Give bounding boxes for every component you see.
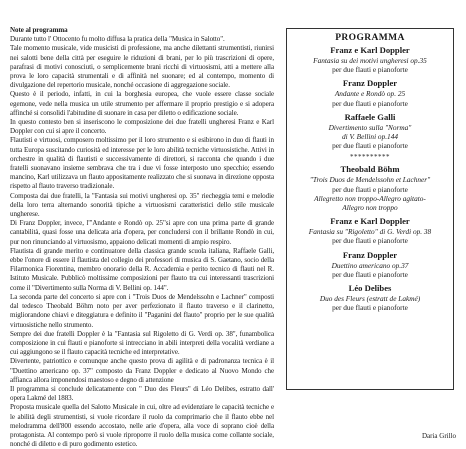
work-title: Duo des Fleurs (estratt de Lakmé): [319, 294, 421, 304]
work-title: "Trois Duos de Mendelssohn et Lachner": [309, 175, 431, 185]
composer-name: Franz e Karl Doppler: [330, 45, 410, 55]
composer-name: Léo Delibes: [348, 283, 392, 294]
notes-paragraph: Flautista di grande merito e continuatore della classica grande scuola italiana, Raffaele Galli, ebbe l'onore di essere il flautista del collegio dei professori di musica di S. Gaetano, socio della Filarmonica Fiorentina, membro onorario della R. Accademia e perito tecnico di flauti nel R. Istituto Musicale. Pubblicò moltissime composizioni per flauto tra cui interessanti trascrizioni come il "Divertimento sulla Norma di V. Bellini op. 144".: [10, 246, 274, 292]
program-notes: [10, 26, 274, 449]
notes-paragraph: Composta dai due fratelli, la "Fantasia sui motivi ungheresi op. 35" riecheggia temi e melodie della loro terra alternando sonorità tipiche a virtuosismi caratteristici dello stile musicale ungherese.: [10, 191, 274, 219]
instrumentation: per due flauti e pianoforte: [332, 303, 408, 313]
intermission-separator: **********: [350, 153, 390, 162]
work-title: Fantasia su "Rigoletto" di G. Verdi op. 38: [308, 227, 432, 237]
notes-paragraph: Sempre dei due fratelli Doppler è la "Fantasia sul Rigoletto di G. Verdi op. 38", funambolica composizione in cui flauti e pianoforte si intrecciano in abili interpreti della vocalità verdiane a cui aggiungono se il flauto capacità tecniche ed interpretative.: [10, 329, 274, 357]
composer-name: Theobald Böhm: [340, 164, 400, 175]
instrumentation: per due flauti e pianoforte: [332, 141, 408, 151]
notes-signature: Daria Grillo: [421, 432, 456, 440]
program-item: [287, 216, 453, 245]
composer-name: Franz e Karl Doppler: [330, 216, 410, 227]
program-item: [287, 164, 453, 212]
program-item: [287, 112, 453, 151]
notes-paragraph: Questo è il periodo, infatti, in cui la borghesia europea, che vuole essere classe sociale egemone, vede nella musica un utile strumento per affermare il proprio prestigio e si adopera affinché si consolidi l'abitudine di suonare in casa per diletto o edificazione sociale.: [10, 90, 274, 117]
instrumentation: per due flauti e pianoforte: [332, 184, 408, 194]
instrumentation: per due flauti e pianoforte: [332, 65, 408, 75]
instrumentation: per due flauti e pianoforte: [332, 269, 408, 279]
notes-paragraph: Tale momento musicale, vide musicisti di professione, ma anche dilettanti strumentisti, riunirsi nei salotti bene della città per eseguire le riduzioni di brani, per lo più trascrizioni di opere, parafrasi di motivi conosciuti, o semplicemente brani ricchi di virtuosismi, atti a mettere alla prova le loro capacità strumentali e di affinità nel suonare; ed al contempo, momento di divulgazione del repertorio musicale, nonché occasione di aggregazione sociale.: [10, 44, 274, 90]
notes-paragraph: Proposta musicale quella del Salotto Musicale in cui, oltre ad evidenziare le capacità tecniche e le abilità degli strumentisti, si vuole ricordare il ruolo da comprimario che il flauto ebbe nel melodramma dell'800 essendo accostato, nelle arie d'opera, alla voce di soprano cioè della protagonista. Al contempo però si vuole riproporre il ruolo della musica come collante sociale, nonché di diletto e di puro godimento estetico.: [10, 403, 274, 449]
notes-paragraph: Divertente, patriottico e comunque anche questo prova di agilità e di padronanza tecnica è il "Duettino americano op. 37" composto da Franz Doppler e dedicato al Nuovo Mondo che affianca allora imponendosi maestoso e degno di attenzione: [10, 357, 274, 384]
work-title: Andante e Rondò op. 25: [334, 89, 406, 99]
work-title: Duettino americano op.37: [331, 260, 409, 270]
notes-paragraph: Durante tutto l' Ottocento fu molto diffusa la pratica della "Musica in Salotto".: [10, 35, 225, 44]
program-item: [287, 78, 453, 107]
program-item: [287, 250, 453, 279]
program-box: [286, 28, 454, 390]
work-title: Divertimento sulla "Norma": [328, 122, 412, 132]
notes-paragraph: Il programma si conclude delicatamente con " Duo des Fleurs" di Léo Delibes, estratto dall' opera Lakmé del 1883.: [10, 384, 274, 403]
notes-paragraph: In questo contesto ben si inseriscono le composizione dei due fratelli ungheresi Franz e Karl Doppler con cui si apre il concerto.: [10, 118, 274, 136]
movement-list: Allegretto non troppo-Allegro agitato-: [314, 193, 426, 203]
program-item: [287, 283, 453, 312]
composer-name: Raffaele Galli: [344, 111, 396, 122]
notes-paragraph: Flautisti e virtuosi, composero moltissimo per il loro strumento e si esibirono in duo di flauti in tutta Europa suscitando curiosità ed interesse per le loro abilità tecniche virtuosistiche. Attivi in orchestre in qualità di flautisti e successivamente di direttori, si racconta che quando i due fratelli suonavano insieme sembrava che tra i due vi fosse interposto uno specchio; essendo mancino, Karl utilizzava un flauto appositamente realizzato che si suonava in direzione opposta rispetto al flauto traverso tradizionale.: [10, 136, 274, 191]
work-title: Fantasia su dei motivi ungheresi op.35: [313, 56, 427, 65]
program-item: [287, 45, 453, 74]
notes-paragraph: La seconda parte del concerto si apre con i "Trois Duos de Mendelssohn e Lachner" composti dal tedesco Theobald Böhm noto per aver perfezionato il flauto traverso e il clarinetto, migliorandone chiavi e diteggiatura e definito il "Paganini del flauto" proprio per le sue qualità virtuosistiche nello strumento.: [10, 292, 274, 329]
notes-title: Note al programma: [10, 26, 68, 34]
notes-paragraph: Di Franz Doppler, invece, l'"Andante e Rondò op. 25"si apre con una prima parte di grande cantabilità, quasi fosse una delicata aria d'opera, per concludersi con il brillante Rondò in cui, pur non rinunciando al virtuosismo, appaiono delicati momenti di ampio respiro.: [10, 219, 274, 246]
instrumentation: per due flauti e pianoforte: [332, 236, 408, 246]
program-heading: PROGRAMMA: [335, 33, 405, 43]
instrumentation: per due flauti e pianoforte: [332, 98, 408, 108]
work-title-continued: di V. Bellini op.144: [341, 132, 398, 142]
composer-name: Franz Doppler: [342, 78, 398, 89]
composer-name: Franz Doppler: [342, 249, 398, 260]
movement-list-continued: Allegro non troppo: [342, 203, 398, 213]
